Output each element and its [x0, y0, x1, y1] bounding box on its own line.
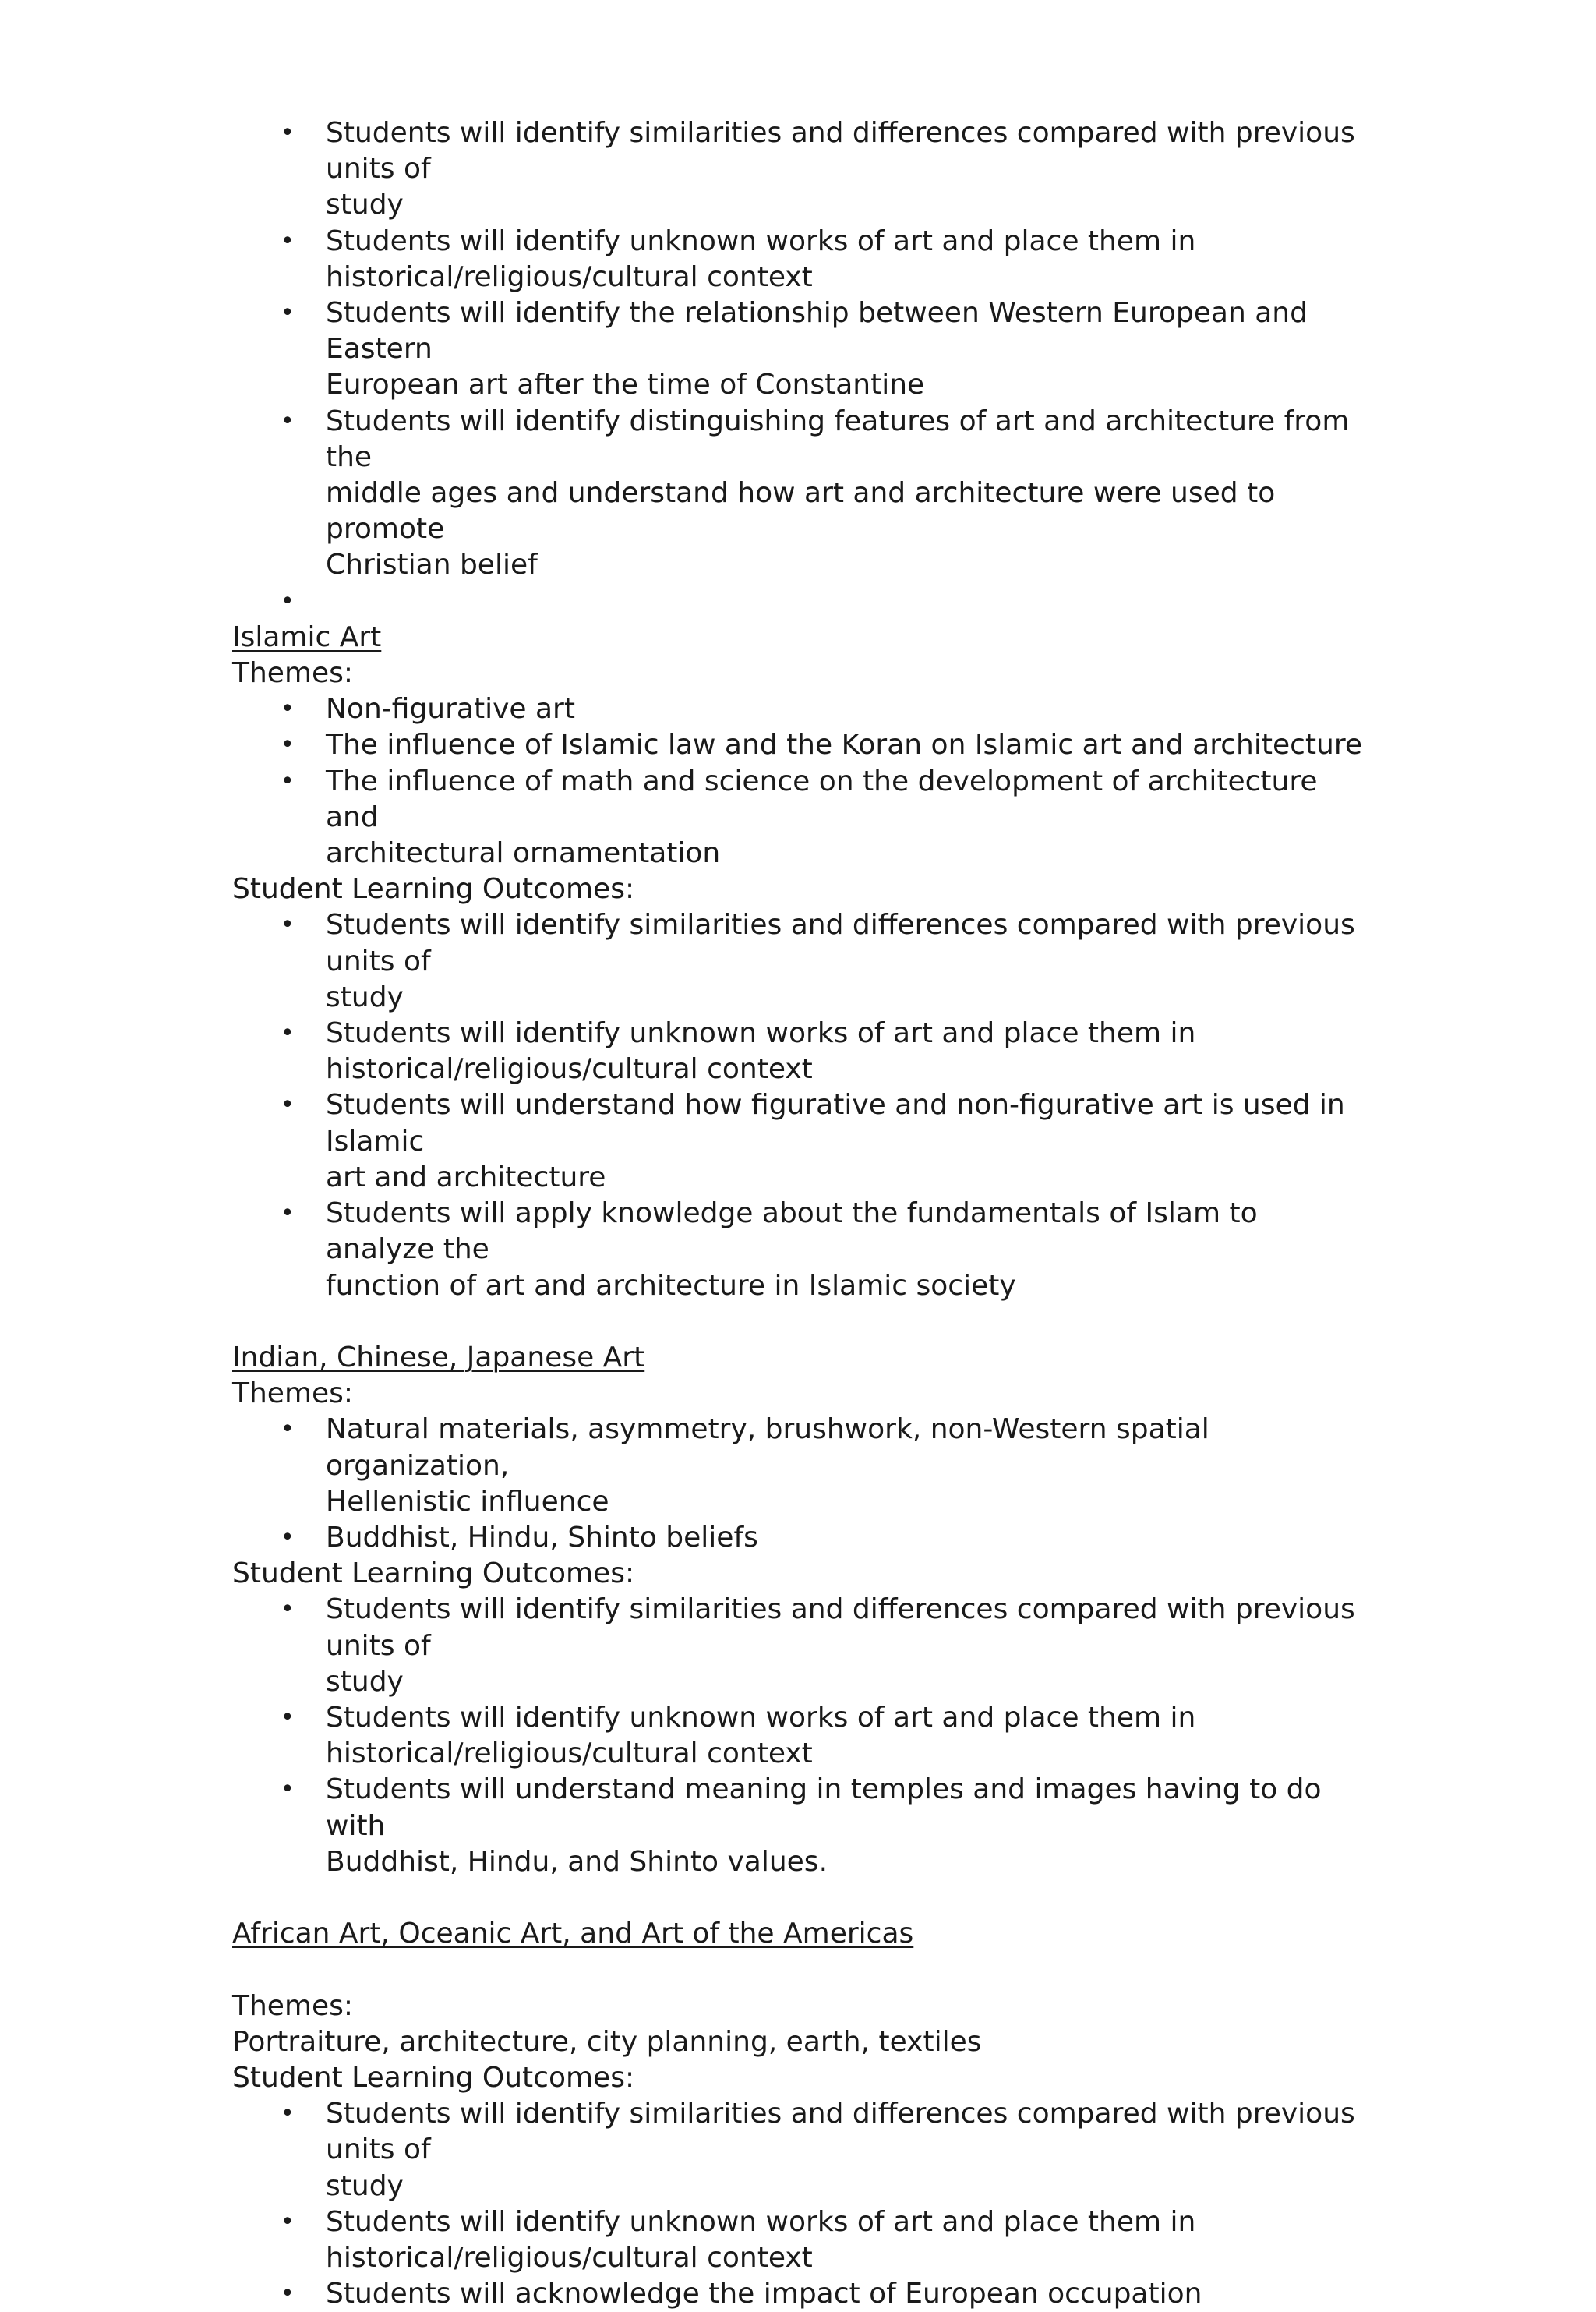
list-item-text: Students will identify distinguishing features of art and architecture from the middle ages and understand how art and architecture were used to promote Christian belief: [326, 405, 1350, 582]
list-item: [232, 1016, 1362, 1087]
list-item-text: Students will identify unknown works of art and place them in historical/religious/cultural context: [326, 1017, 1196, 1086]
list-item: [232, 691, 1362, 727]
bullet-icon: •: [281, 1020, 295, 1048]
section-spacer: [232, 1880, 1362, 1916]
list-item-text: Students will apply knowledge about the fundamentals of Islam to analyze the function of art and architecture in Islamic society: [326, 1197, 1258, 1302]
outcomes-label: Student Learning Outcomes:: [232, 2061, 635, 2094]
bullet-icon: •: [281, 407, 295, 435]
list-item-text: Students will identify similarities and differences compared with previous units of study: [326, 1593, 1355, 1698]
list-item-text: [326, 584, 1362, 620]
bullet-icon: •: [281, 2280, 295, 2308]
list-item-text: Students will identify the relationship between Western European and Eastern European art after the time of Constantine: [326, 297, 1308, 401]
list-item: [232, 1700, 1362, 1772]
list-item-text: The influence of math and science on the development of architecture and architectural ornamentation: [326, 765, 1318, 870]
bullet-icon: •: [281, 119, 295, 147]
list-item: [232, 2276, 1362, 2312]
list-item-text: Students will identify similarities and differences compared with previous units of study: [326, 117, 1355, 221]
outcomes-label: Student Learning Outcomes:: [232, 873, 635, 906]
list-item: [232, 2096, 1362, 2204]
list-item: [232, 224, 1362, 295]
list-item-text: Natural materials, asymmetry, brushwork, non-Western spatial organization, Hellenistic influence: [326, 1413, 1209, 1518]
bullet-icon: •: [281, 227, 295, 255]
section-spacer: [232, 1952, 1362, 1988]
list-item: [232, 2204, 1362, 2276]
asian-themes-list: [232, 1412, 1362, 1556]
bullet-icon: •: [281, 2100, 295, 2128]
bullet-icon: •: [281, 1200, 295, 1228]
list-item-text: Buddhist, Hindu, Shinto beliefs: [326, 1521, 758, 1554]
islamic-themes-list: [232, 691, 1362, 871]
list-item-text: Students will acknowledge the impact of European occupation: [326, 2278, 1202, 2310]
themes-label: Themes:: [232, 1377, 354, 1410]
bullet-icon: •: [281, 2208, 295, 2236]
outcomes-label: Student Learning Outcomes:: [232, 1557, 635, 1590]
list-item-text: Students will identify unknown works of art and place them in historical/religious/cultural context: [326, 1701, 1196, 1770]
themes-label: Themes:: [232, 657, 354, 690]
themes-label: Themes:: [232, 1989, 354, 2022]
list-item-text: Students will identify similarities and differences compared with previous units of study: [326, 909, 1355, 1013]
bullet-icon: •: [281, 1091, 295, 1119]
bullet-icon: •: [281, 695, 295, 723]
continued-outcomes-list: [232, 115, 1362, 620]
bullet-icon: •: [281, 1776, 295, 1804]
bullet-icon: •: [281, 1596, 295, 1624]
bullet-icon: •: [281, 731, 295, 759]
islamic-outcomes-list: [232, 907, 1362, 1303]
list-item: [232, 1772, 1362, 1880]
bullet-icon: •: [281, 1523, 295, 1551]
document-body: [232, 115, 1362, 2312]
list-item-text: Students will identify unknown works of art and place them in historical/religious/cultural context: [326, 224, 1196, 293]
list-item: [232, 907, 1362, 1016]
list-item: [232, 1592, 1362, 1700]
list-item: [232, 1196, 1362, 1304]
bullet-icon: •: [281, 911, 295, 939]
african-outcomes-list: [232, 2096, 1362, 2312]
list-item-text: Students will identify similarities and differences compared with previous units of study: [326, 2098, 1355, 2202]
list-item: [232, 1520, 1362, 1556]
section-heading-islamic-art: Islamic Art: [232, 620, 382, 653]
list-item-text: The influence of Islamic law and the Koran on Islamic art and architecture: [326, 729, 1362, 762]
list-item: [232, 584, 1362, 620]
list-item: [232, 764, 1362, 872]
list-item-text: Non-figurative art: [326, 693, 575, 726]
bullet-icon: •: [281, 299, 295, 327]
bullet-icon: •: [281, 1703, 295, 1731]
list-item-text: Students will understand how figurative and non-figurative art is used in Islamic art and architecture: [326, 1089, 1345, 1193]
bullet-icon: •: [281, 767, 295, 795]
bullet-icon: •: [281, 587, 295, 615]
asian-outcomes-list: [232, 1592, 1362, 1880]
list-item: [232, 1412, 1362, 1520]
list-item: [232, 295, 1362, 404]
list-item-text: Students will understand meaning in temples and images having to do with Buddhist, Hindu, and Shinto values.: [326, 1773, 1322, 1878]
african-themes-text: Portraiture, architecture, city planning, earth, textiles: [232, 2025, 982, 2058]
list-item: [232, 404, 1362, 584]
section-heading-african-art: African Art, Oceanic Art, and Art of the Americas: [232, 1918, 914, 1950]
section-spacer: [232, 1304, 1362, 1340]
bullet-icon: •: [281, 1416, 295, 1444]
list-item: [232, 1087, 1362, 1196]
list-item: [232, 115, 1362, 224]
section-heading-asian-art: Indian, Chinese, Japanese Art: [232, 1341, 645, 1373]
list-item-text: Students will identify unknown works of art and place them in historical/religious/cultural context: [326, 2205, 1196, 2274]
list-item: [232, 727, 1362, 763]
